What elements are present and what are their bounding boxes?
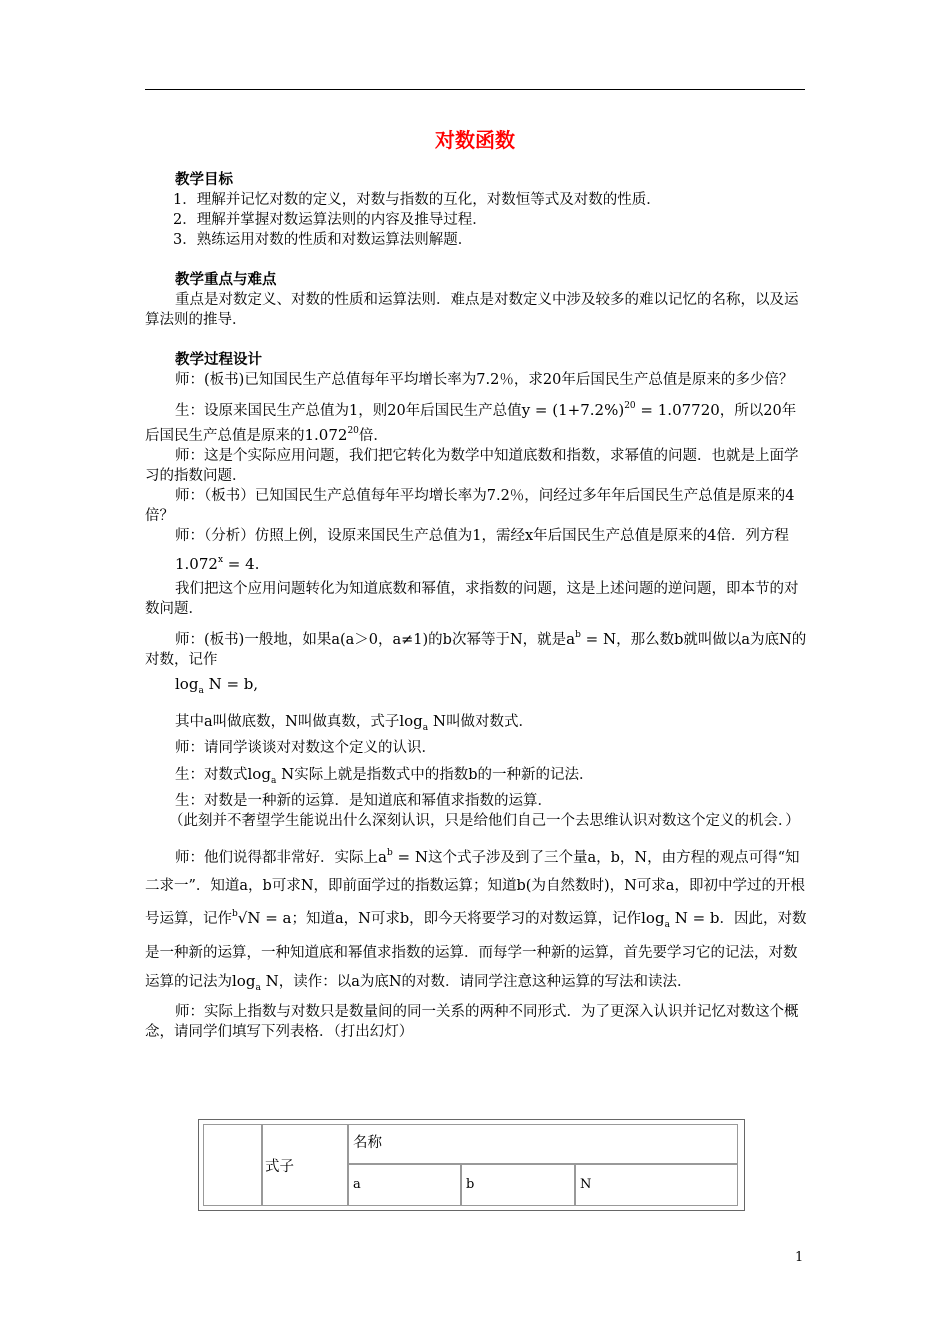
key-text: 重点是对数定义、对数的性质和运算法则．难点是对数定义中涉及较多的难以记忆的名称，以及运算法则的推导． [145,292,799,328]
paragraph: 生：对数式$\log_a N$实际上就是指数式中的指数b的一种新的记法． [175,765,594,786]
process-body [145,370,808,1042]
paragraph: 师：实际上指数与对数只是数量间的同一关系的两种不同形式．为了更深入认识并记忆对数这个概念，请同学们填写下列表格．（打出幻灯） [145,1004,799,1040]
table-header-name: 名称 [353,1135,382,1151]
goal-item: 3．熟练运用对数的性质和对数运算法则解题． [173,232,473,248]
paragraph: 师：(板书)已知国民生产总值每年平均增长率为7.2％，求20年后国民生产总值是原来的多少倍？ [175,372,794,388]
paragraph: 师：请同学谈谈对对数这个定义的认识． [175,740,436,756]
table-cell-empty [203,1124,262,1206]
document-body [145,170,808,1042]
paragraph: （此刻并不奢望学生能说出什么深刻认识，只是给他们自己一个去思维认识对数这个定义的机会．） [169,813,800,829]
page-number: 1 [795,1250,804,1265]
table-cell-n: N [575,1164,738,1206]
equation: $1.072^x = 4$. [175,555,260,573]
power-expression: 1.072$^{20}$ [304,426,359,444]
paragraph: 师：他们说得都非常好．实际上$a^b = N$这个式子涉及到了三个量a，b，N，由方程的观点可得“知二求一”．知道a，b可求N，即前面学过的指数运算；知道b(为自然数时)，N可求a，即初中学过的开根号运算，记作$^b$√N = a；知道a，N可求b，即今天将要学习的对数运算，记作$\log_a N = b$．因此，对数是一种新的运算，一种知道底和幂值求指数的运算．而每学一种新的运算，首先要学习它的记法，对数运算的记法为$\log_a N$，读作：以a为底N的对数．请同学注意这种运算的写法和读法． [145,848,807,993]
page-title: 对数函数 [435,128,515,152]
table-cell-expression [262,1124,348,1206]
process-heading: 教学过程设计 [175,351,262,368]
growth-formula: $y = (1+7.2\%)^{20} = 1.07720$ [521,401,720,419]
key-heading: 教学重点与难点 [175,271,277,288]
table-header-expression: 式子 [265,1159,294,1175]
paragraph: 师：（板书）已知国民生产总值每年平均增长率为7.2％，问经过多年年后国民生产总值是原来的4倍？ [145,488,795,524]
paragraph: 师：这是个实际应用问题，我们把它转化为数学中知道底数和指数，求幂值的问题．也就是上面学习的指数问题． [145,448,799,484]
table-cell-a: a [348,1164,461,1206]
header-rule [145,89,805,90]
goal-item: 1．理解并记忆对数的定义，对数与指数的互化，对数恒等式及对数的性质． [173,192,661,208]
paragraph: 我们把这个应用问题转化为知道底数和幂值，求指数的问题，这是上述问题的逆问题，即本节的对数问题． [145,581,799,617]
goal-item: 2．理解并掌握对数运算法则的内容及推导过程． [173,212,487,228]
paragraph: 生：对数是一种新的运算．是知道底和幂值求指数的运算． [175,793,552,809]
table-cell-name [348,1124,738,1164]
goals-heading: 教学目标 [175,171,233,188]
table-cell-b: b [461,1164,575,1206]
equation: $\log_a N = b$, [175,675,259,696]
concept-table [198,1119,745,1211]
paragraph: 师：（分析）仿照上例，设原来国民生产总值为1，需经x年后国民生产总值是原来的4倍．列方程 [175,528,789,544]
paragraph: 师：(板书)一般地，如果a(a＞0，a≠1)的b次幂等于N，就是$a^b = N$，那么数b就叫做以a为底N的对数，记作 [145,630,807,668]
paragraph: 生：设原来国民生产总值为1，则20年后国民生产总值$y = (1+7.2\%)^{20} = 1.07720$，所以20年后国民生产总值是原来的1.072$^{20}$倍． [145,401,797,444]
paragraph: 其中a叫做底数，N叫做真数，式子$\log_a N$叫做对数式． [175,712,534,733]
